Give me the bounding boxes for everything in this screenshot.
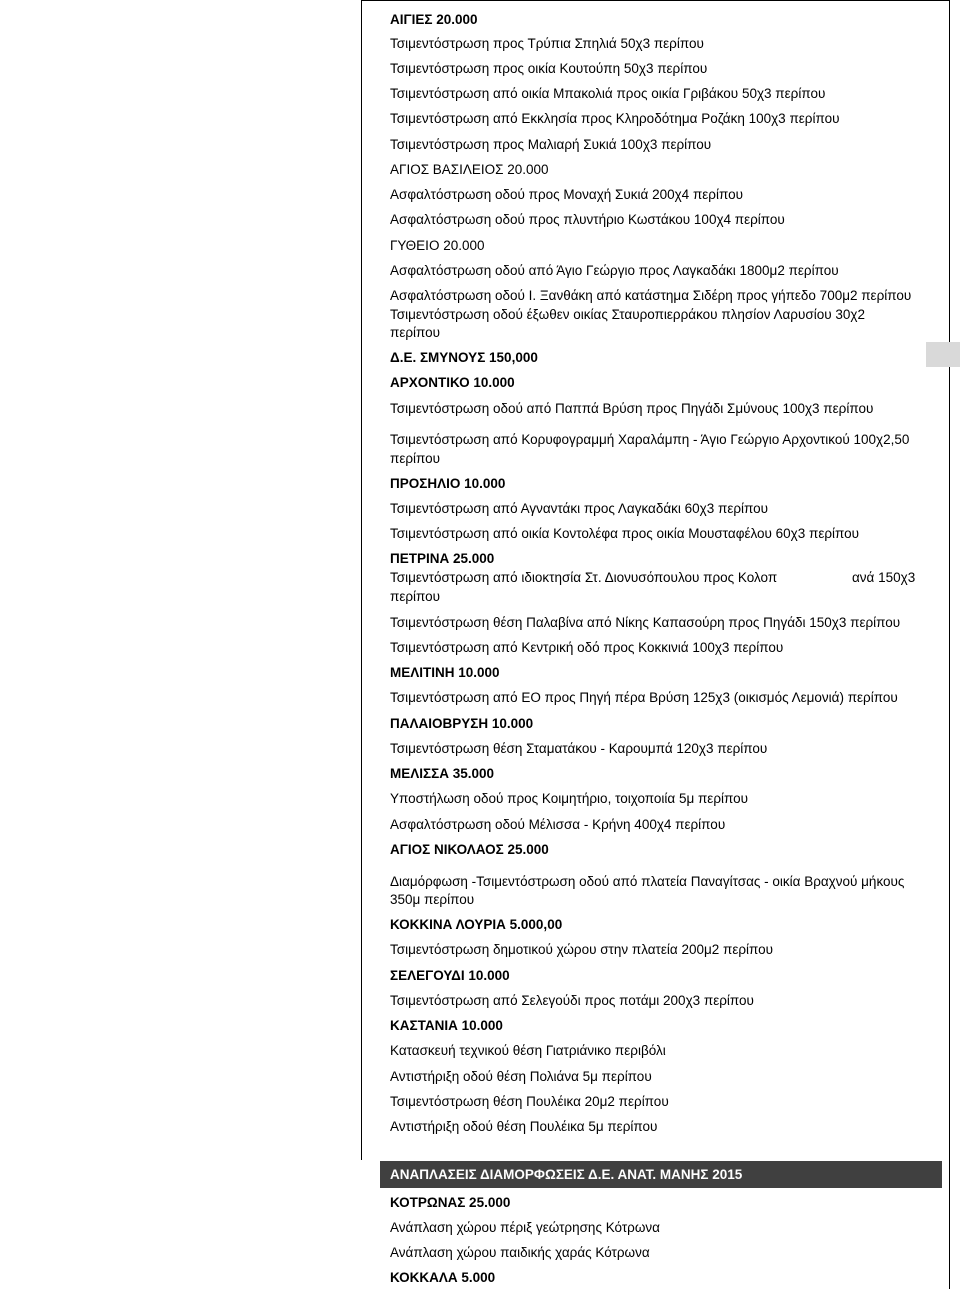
table-top-border [361,0,950,1]
list-item: Τσιμεντόστρωση από οικία Μπακολιά προς οικία Γριβάκου 50χ3 περίπου [390,86,826,101]
section-heading-gytheio: ΓΥΘΕΙΟ 20.000 [390,238,485,253]
table-right-border [949,0,950,1289]
list-item: Τσιμεντόστρωση από Κορυφογραμμή Χαραλάμπη - Άγιο Γεώργιο Αρχοντικού 100χ2,50 [390,432,910,447]
section-heading-palaiovrysi: ΠΑΛΑΙΟΒΡΥΣΗ 10.000 [390,716,534,731]
list-item: Κατασκευή τεχνικού θέση Γιατριάνικο περιβόλι [390,1043,666,1058]
list-item: Τσιμεντόστρωση οδού έξωθεν οικίας Σταυροπιερράκου πλησίον Λαρυσίου 30χ2 [390,307,865,322]
section-heading-kastania: ΚΑΣΤΑΝΙΑ 10.000 [390,1018,503,1033]
list-item: Τσιμεντόστρωση προς Τρύπια Σπηλιά 50χ3 περίπου [390,36,704,51]
list-item: Αντιστήριξη οδού θέση Πουλέικα 5μ περίπου [390,1119,658,1134]
section-heading-kokkala: ΚΟΚΚΑΛΑ 5.000 [390,1270,496,1285]
section-banner-anaplaseis: ΑΝΑΠΛΑΣΕΙΣ ΔΙΑΜΟΡΦΩΣΕΙΣ Δ.Ε. ΑΝΑΤ. ΜΑΝΗΣ 2015 [380,1161,942,1188]
list-item: Τσιμεντόστρωση από Αγναντάκι προς Λαγκαδάκι 60χ3 περίπου [390,501,769,516]
table-left-border [361,0,362,1160]
list-item: Τσιμεντόστρωση δημοτικού χώρου στην πλατεία 200μ2 περίπου [390,942,774,957]
list-item-note: ανά 150χ3 [852,570,916,585]
list-item: Τσιμεντόστρωση θέση Παλαβίνα από Νίκης Καπασούρη προς Πηγάδι 150χ3 περίπου [390,615,901,630]
section-heading-prosilio: ΠΡΟΣΗΛΙΟ 10.000 [390,476,506,491]
list-item: Τσιμεντόστρωση προς οικία Κουτούπη 50χ3 περίπου [390,61,708,76]
list-item: Τσιμεντόστρωση θέση Πουλέικα 20μ2 περίπου [390,1094,669,1109]
list-item: Διαμόρφωση -Τσιμεντόστρωση οδού από πλατεία Παναγίτσας - οικία Βραχνού μήκους [390,874,905,889]
list-item: Υποστήλωση οδού προς Κοιμητήριο, τοιχοποιία 5μ περίπου [390,791,749,806]
list-item: Ανάπλαση χώρου παιδικής χαράς Κότρωνα [390,1245,650,1260]
list-item: Τσιμεντόστρωση από Κεντρική οδό προς Κοκκινιά 100χ3 περίπου [390,640,784,655]
section-heading-kokkina-louria: ΚΟΚΚΙΝΑ ΛΟΥΡΙΑ 5.000,00 [390,917,563,932]
list-item: Τσιμεντόστρωση από οικία Κοντολέφα προς οικία Μουσταφέλου 60χ3 περίπου [390,526,860,541]
list-item: περίπου [390,589,441,604]
section-heading-agios-vasileios: ΑΓΙΟΣ ΒΑΣΙΛΕΙΟΣ 20.000 [390,162,549,177]
cell-shading [926,342,960,367]
list-item: Αντιστήριξη οδού θέση Πολιάνα 5μ περίπου [390,1069,652,1084]
list-item: Ασφαλτόστρωση οδού Μέλισσα - Κρήνη 400χ4 περίπου [390,817,726,832]
section-heading-melissa: ΜΕΛΙΣΣΑ 35.000 [390,766,494,781]
list-item: Ανάπλαση χώρου πέριξ γεώτρησης Κότρωνα [390,1220,660,1235]
list-item: Ασφαλτόστρωση οδού Ι. Ξανθάκη από κατάστημα Σιδέρη προς γήπεδο 700μ2 περίπου [390,288,912,303]
list-item: Τσιμεντόστρωση από Σελεγούδι προς ποτάμι 200χ3 περίπου [390,993,754,1008]
list-item: περίπου [390,325,441,340]
list-item: 350μ περίπου [390,892,475,907]
section-heading-agios-nikolaos: ΑΓΙΟΣ ΝΙΚΟΛΑΟΣ 25.000 [390,842,549,857]
list-item: Τσιμεντόστρωση θέση Σταματάκου - Καρουμπά 120χ3 περίπου [390,741,768,756]
list-item: περίπου [390,451,441,466]
section-heading-selegoudi: ΣΕΛΕΓΟΥΔΙ 10.000 [390,968,510,983]
list-item: Ασφαλτόστρωση οδού προς Μοναχή Συκιά 200χ4 περίπου [390,187,743,202]
section-heading-archontiko: ΑΡΧΟΝΤΙΚΟ 10.000 [390,375,515,390]
list-item: Ασφαλτόστρωση οδού προς πλυντήριο Κωστάκου 100χ4 περίπου [390,212,785,227]
section-heading-aigies: ΑΙΓΙΕΣ 20.000 [390,12,478,27]
section-heading-de-smynous: Δ.Ε. ΣΜΥΝΟΥΣ 150,000 [390,350,538,365]
list-item: Τσιμεντόστρωση από Εκκλησία προς Κληροδότημα Ροζάκη 100χ3 περίπου [390,111,840,126]
section-heading-petrina: ΠΕΤΡΙΝΑ 25.000 [390,551,495,566]
list-item: Ασφαλτόστρωση οδού από Άγιο Γεώργιο προς Λαγκαδάκι 1800μ2 περίπου [390,263,839,278]
list-item: Τσιμεντόστρωση από ΕΟ προς Πηγή πέρα Βρύση 125χ3 (οικισμός Λεμονιά) περίπου [390,690,898,705]
list-item: Τσιμεντόστρωση οδού από Παππά Βρύση προς Πηγάδι Σμύνους 100χ3 περίπου [390,401,874,416]
list-item: Τσιμεντόστρωση από ιδιοκτησία Στ. Διονυσόπουλου προς Κολοπ [390,570,778,585]
section-heading-kotronas: ΚΟΤΡΩΝΑΣ 25.000 [390,1195,511,1210]
section-heading-melitini: ΜΕΛΙΤΙΝΗ 10.000 [390,665,500,680]
list-item: Τσιμεντόστρωση προς Μαλιαρή Συκιά 100χ3 περίπου [390,137,712,152]
